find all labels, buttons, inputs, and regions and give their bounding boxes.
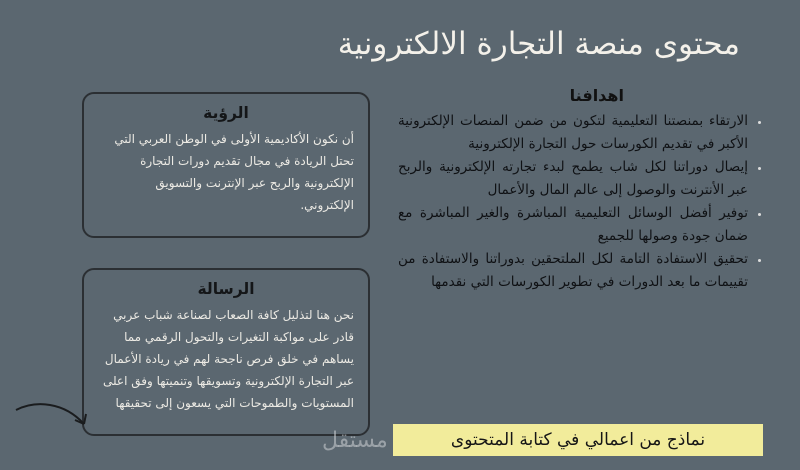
goal-item: • توفير أفضل الوسائل التعليمية المباشرة والغير المباشرة مع ضمان جودة وصولها للجميع: [398, 202, 748, 248]
goal-item: • الارتقاء بمنصتنا التعليمية لتكون من ضمن المنصات الإلكترونية الأكبر في تقديم الكورسات حول التجارة الإلكترونية: [398, 110, 748, 156]
goals-heading: اهدافنا: [569, 86, 624, 105]
goal-item: • تحقيق الاستفادة التامة لكل الملتحقين بدوراتنا والاستفادة من تقييمات ما بعد الدورات في تطوير الكورسات التي نقدمها: [398, 248, 748, 294]
vision-title: الرؤية: [203, 104, 249, 122]
vision-text: أن نكون الأكاديمية الأولى في الوطن العربي التي تحتل الريادة في مجال تقديم دورات التجارة الإلكترونية والربح عبر الإنترنت والتسويق الإلكتروني.: [114, 132, 354, 212]
mission-text: نحن هنا لتذليل كافة الصعاب لصناعة شباب عربي قادر على مواكبة التغيرات والتحول الرقمي مما يساهم في خلق فرص ناجحة لهم في ريادة الأعمال عبر التجارة الإلكترونية وتسويقها وتنميتها وفق اعلى المستويات والطموحات التي يسعون إلى تحقيقها: [102, 308, 354, 410]
portfolio-banner: نماذج من اعمالي في كتابة المتحتوى: [393, 424, 763, 456]
curved-arrow-icon: [14, 398, 94, 438]
mission-title: الرسالة: [197, 280, 255, 298]
mission-card: [82, 268, 370, 436]
goals-list: [398, 110, 766, 294]
page-title: محتوى منصة التجارة الالكترونية: [337, 26, 740, 62]
goal-item: • إيصال دوراتنا لكل شاب يطمح لبدء تجارته الإلكترونية والربح عبر الأنترنت والوصول إلى عالم المال والأعمال: [398, 156, 748, 202]
vision-card: [82, 92, 370, 238]
watermark-logo: مستقل: [322, 428, 388, 453]
